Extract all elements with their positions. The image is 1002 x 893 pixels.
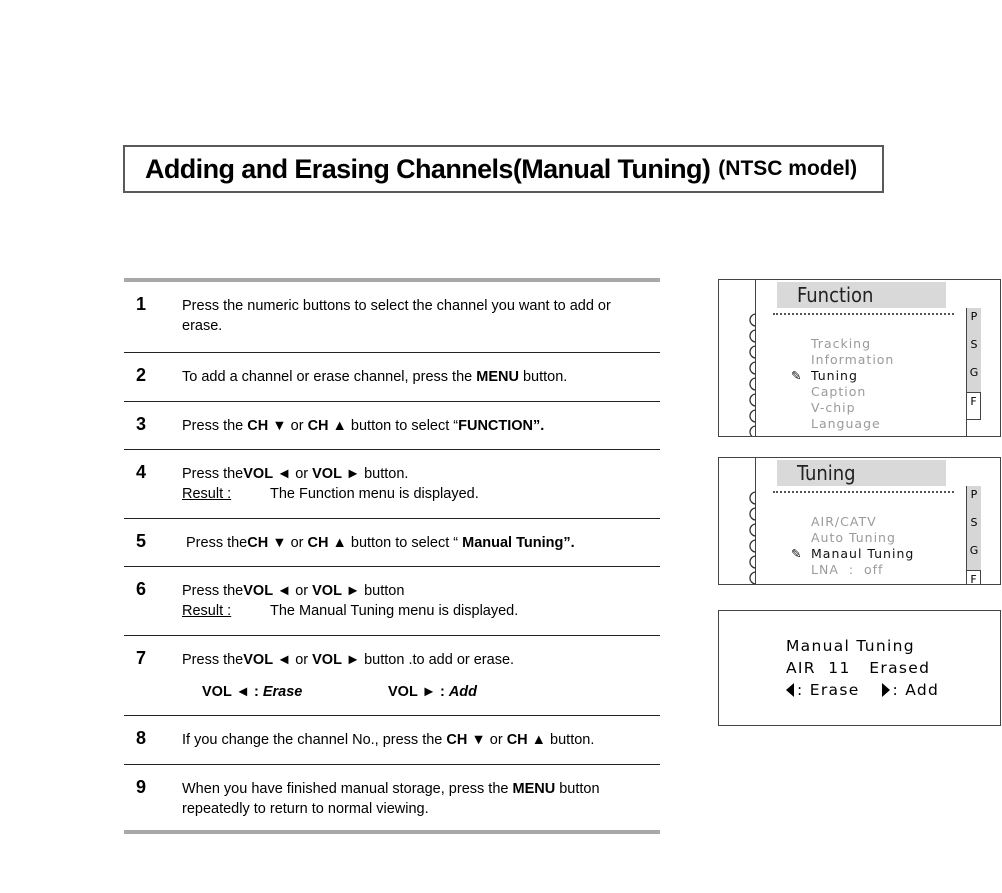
step-text: Press theVOL ◄ or VOL ► button. Result : The Function menu is displayed. [182,466,479,502]
steps-table [124,278,660,834]
step-text: If you change the channel No., press the CH ▼ or CH ▲ button. [182,732,595,748]
tab-f: F [967,570,981,585]
step-text: Press theVOL ◄ or VOL ► button .to add or erase. VOL ◄ : Erase VOL ► : Add [182,652,515,700]
step-row [124,518,660,566]
osd-channel-status: AIR 11 Erased [786,659,931,677]
menu-button-ref: MENU [476,369,519,385]
erase-label: : Erase [797,681,860,699]
osd-tuning-menu [718,457,1001,585]
result-label: Result : [182,603,232,619]
tab-p: P [967,308,981,336]
step-number: 1 [136,294,147,314]
tab-g: G [967,364,981,392]
menu-item: LNA : off [811,562,884,577]
tab-g: G [967,542,981,570]
osd-manual-tuning [718,610,1001,726]
dotted-divider [773,313,954,315]
spiral-rings-icon [747,310,769,437]
step-text: Press theVOL ◄ or VOL ► button Result : The Manual Tuning menu is displayed. [182,583,519,619]
step-number: 5 [136,531,147,551]
step-number: 6 [136,579,147,599]
osd-manual-title: Manual Tuning [786,637,915,655]
add-label: : Add [892,681,940,699]
step-number: 8 [136,728,147,748]
triangle-left-icon [786,683,794,697]
step-text: Press the CH ▼ or CH ▲ button to select “FUNCTION”. [182,418,545,434]
result-text: The Manual Tuning menu is displayed. [270,603,519,619]
step-number: 4 [136,462,147,482]
step-row [124,352,660,401]
step-row [124,635,660,715]
step-row [124,282,660,352]
menu-item: V-chip [811,400,856,415]
step-number: 9 [136,777,147,797]
triangle-right-icon [882,683,890,697]
tab-s: S [967,514,981,542]
spiral-rings-icon [747,488,769,585]
result-text: The Function menu is displayed. [270,486,479,502]
tab-f: F [967,392,981,420]
step-row [124,715,660,764]
step-text: To add a channel or erase channel, press the MENU button. [182,369,568,385]
osd-header: Function [777,282,946,308]
pencil-icon: ✎ [791,368,803,383]
step-text: When you have finished manual storage, press the MENU button repeatedly to return to normal viewing. [182,781,600,817]
step-row [124,449,660,518]
osd-side-tabs [966,486,981,584]
step-row [124,401,660,449]
osd-manual-controls [786,681,939,699]
osd-function-menu [718,279,1001,437]
pencil-icon: ✎ [791,546,803,561]
vol-right-ref: VOL ► : [388,684,445,700]
step-number: 2 [136,365,147,385]
menu-item: AIR/CATV [811,514,877,529]
step-text: Press the numeric buttons to select the channel you want to add or erase. [182,298,611,334]
menu-item: Language [811,416,881,431]
osd-menu-list [791,336,895,432]
osd-side-tabs [966,308,981,436]
step-row [124,764,660,830]
osd-menu-list [791,514,915,578]
step-number: 3 [136,414,147,434]
menu-item: Caption [811,384,867,399]
page-title: Adding and Erasing Channels(Manual Tuning) [145,153,711,184]
result-label: Result : [182,486,232,502]
menu-item: Auto Tuning [811,530,896,545]
tab-s: S [967,336,981,364]
menu-item: Tracking [811,336,872,351]
vol-left-ref: VOL ◄ : [202,684,259,700]
page-title-box [123,145,884,193]
step-text: Press theCH ▼ or CH ▲ button to select “ Manual Tuning”. [186,535,575,551]
menu-item-selected: ✎ Tuning [791,368,858,383]
page-subtitle: (NTSC model) [718,157,858,180]
menu-item-selected: ✎ Manaul Tuning [791,546,915,561]
dotted-divider [773,491,954,493]
osd-header: Tuning [777,460,946,486]
menu-item: Information [811,352,895,367]
step-row [124,566,660,635]
tab-p: P [967,486,981,514]
step-number: 7 [136,648,147,668]
